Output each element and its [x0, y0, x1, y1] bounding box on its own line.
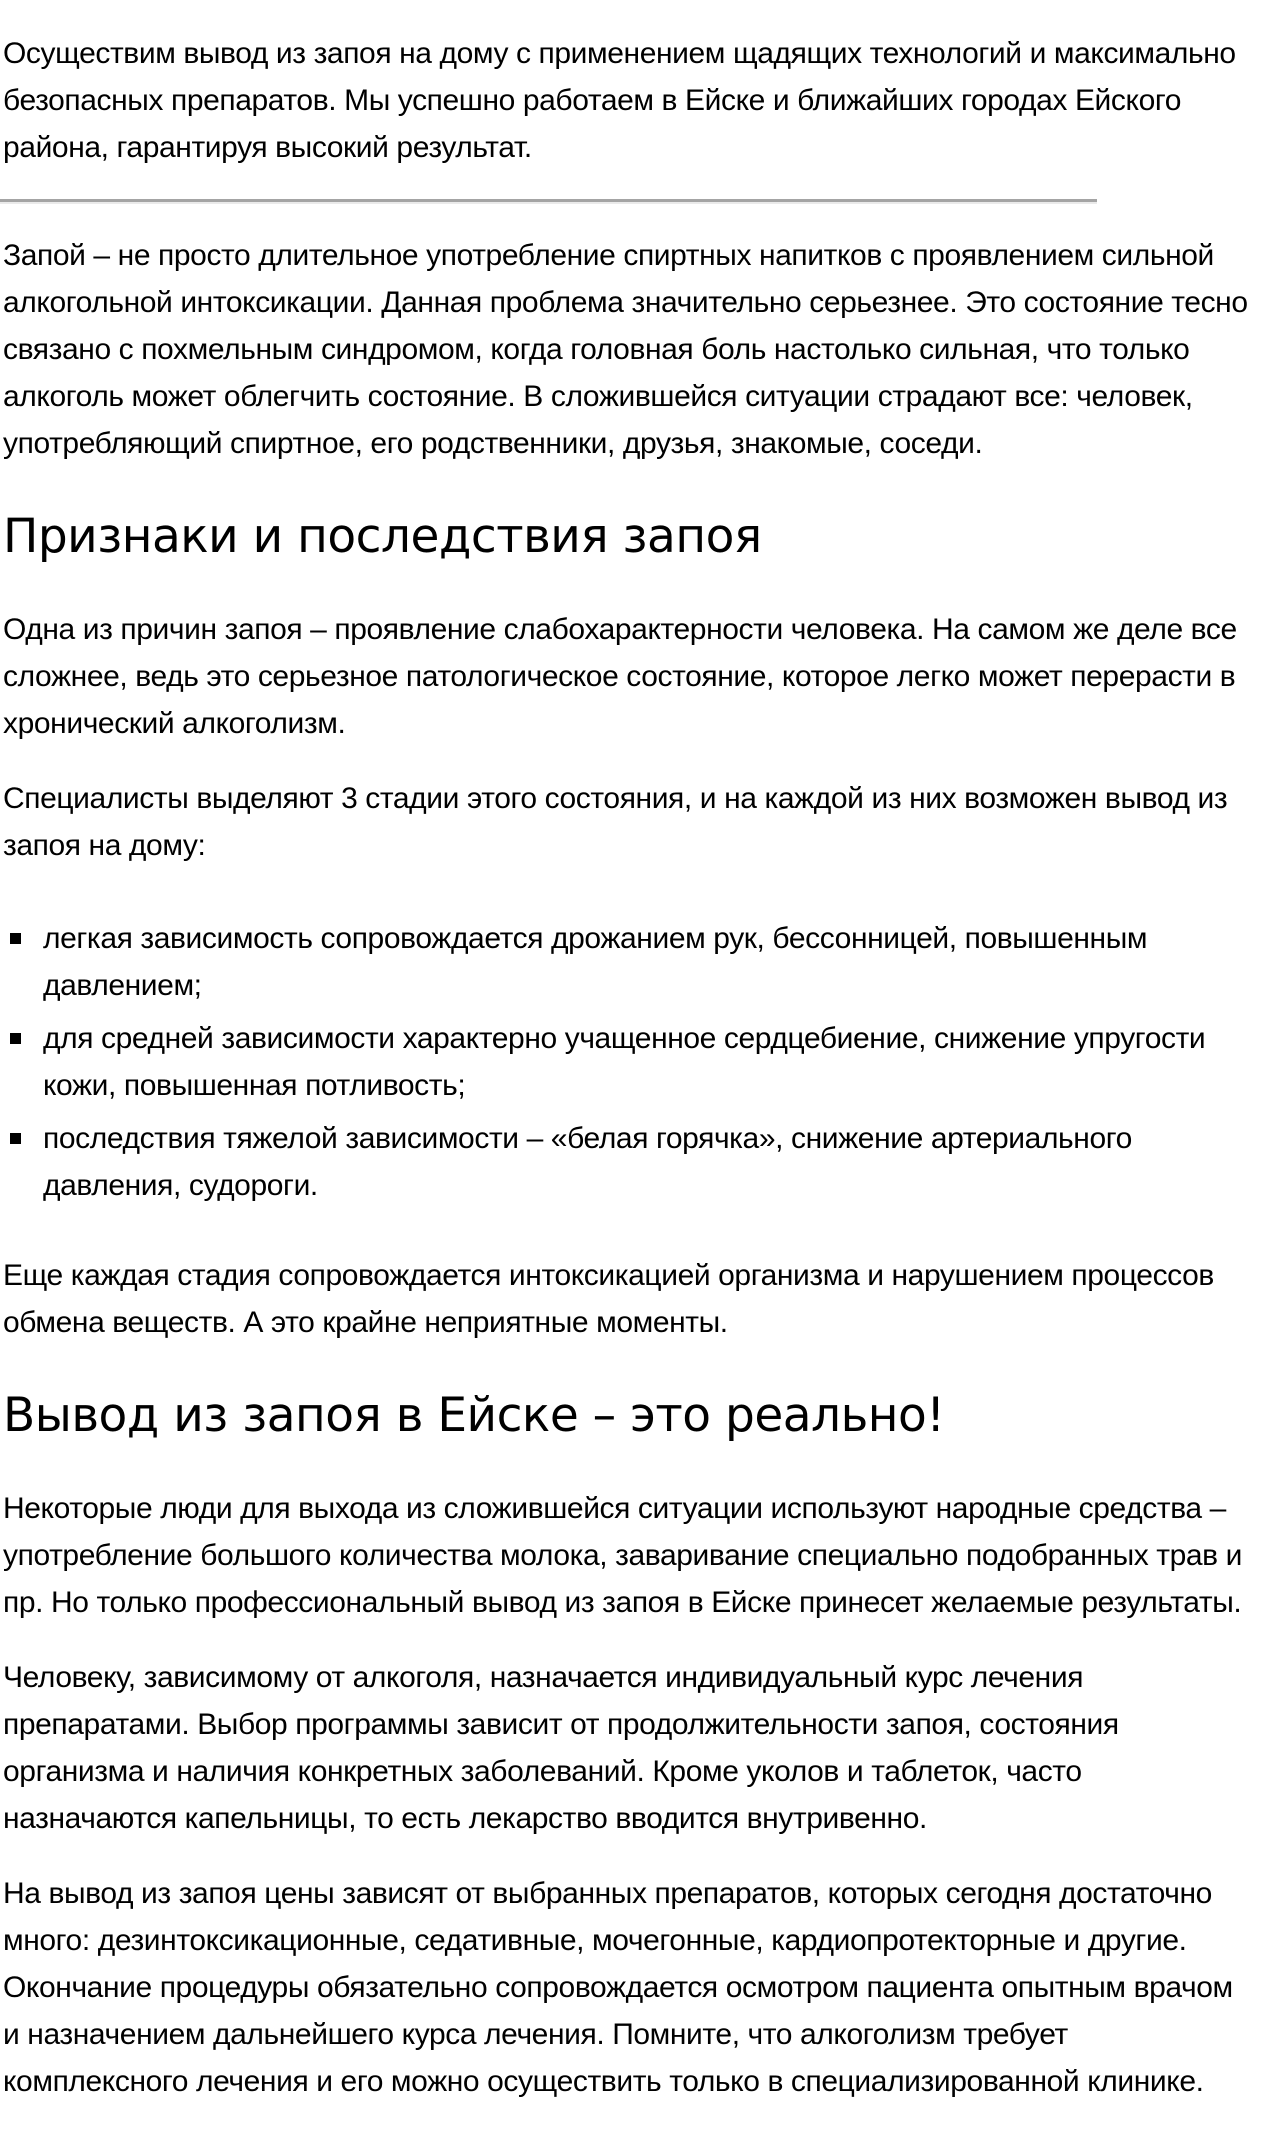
stages-outro-paragraph: Еще каждая стадия сопровождается интоксикацией организма и нарушением процессов обмена веществ. А это крайне неприятные моменты. — [3, 1259, 1214, 1339]
list-item-medium-dependency: для средней зависимости характерно учащенное сердцебиение, снижение упругости кожи, повышенная потливость; — [43, 1015, 1253, 1109]
stage-list — [3, 915, 1253, 1209]
list-item-light-dependency: легкая зависимость сопровождается дрожанием рук, бессонницей, повышенным давлением; — [43, 915, 1253, 1009]
binge-cause-paragraph: Одна из причин запоя – проявление слабохарактерности человека. На самом же деле все сложнее, ведь это серьезное патологическое состояние, которое легко может перерасти в хронический алкоголизм. — [3, 613, 1237, 740]
list-item-severe-dependency: последствия тяжелой зависимости – «белая горячка», снижение артериального давления, судороги. — [43, 1115, 1253, 1209]
treatment-course-paragraph: Человеку, зависимому от алкоголя, назначается индивидуальный курс лечения препаратами. Выбор программы зависит от продолжительности запоя, состояния организма и наличия конкретных заболеваний. Кроме уколов и таблеток, часто назначаются капельницы, то есть лекарство вводится внутривенно. — [3, 1661, 1119, 1835]
folk-remedies-paragraph: Некоторые люди для выхода из сложившейся ситуации используют народные средства – употребление большого количества молока, заваривание специально подобранных трав и пр. Но только профессиональный вывод из запоя в Ейске принесет желаемые результаты. — [3, 1492, 1243, 1619]
pricing-paragraph: На вывод из запоя цены зависят от выбранных препаратов, которых сегодня достаточно много: дезинтоксикационные, седативные, мочегонные, кардиопротекторные и другие. Окончание процедуры обязательно сопровождается осмотром пациента опытным врачом и назначением дальнейшего курса лечения. Помните, что алкоголизм требует комплексного лечения и его можно осуществить только в специализированной клинике. — [3, 1877, 1233, 2098]
stages-intro-paragraph: Специалисты выделяют 3 стадии этого состояния, и на каждой из них возможен вывод из запоя на дому: — [3, 782, 1228, 862]
conclusion-heading: Вывод из запоя в Ейске – это реально! — [3, 1388, 945, 1443]
about-binge-paragraph: Запой – не просто длительное употребление спиртных напитков с проявлением сильной алкогольной интоксикации. Данная проблема значительно серьезнее. Это состояние тесно связано с похмельным синдромом, когда головная боль настолько сильная, что только алкоголь может облегчить состояние. В сложившейся ситуации страдают все: человек, употребляющий спиртное, его родственники, друзья, знакомые, соседи. — [3, 239, 1248, 460]
signs-heading: Признаки и последствия запоя — [3, 509, 762, 564]
section-divider — [0, 199, 1097, 204]
intro-paragraph: Осуществим вывод из запоя на дому с применением щадящих технологий и максимально безопасных препаратов. Мы успешно работаем в Ейске и ближайших городах Ейского района, гарантируя высокий результат. — [3, 37, 1236, 164]
